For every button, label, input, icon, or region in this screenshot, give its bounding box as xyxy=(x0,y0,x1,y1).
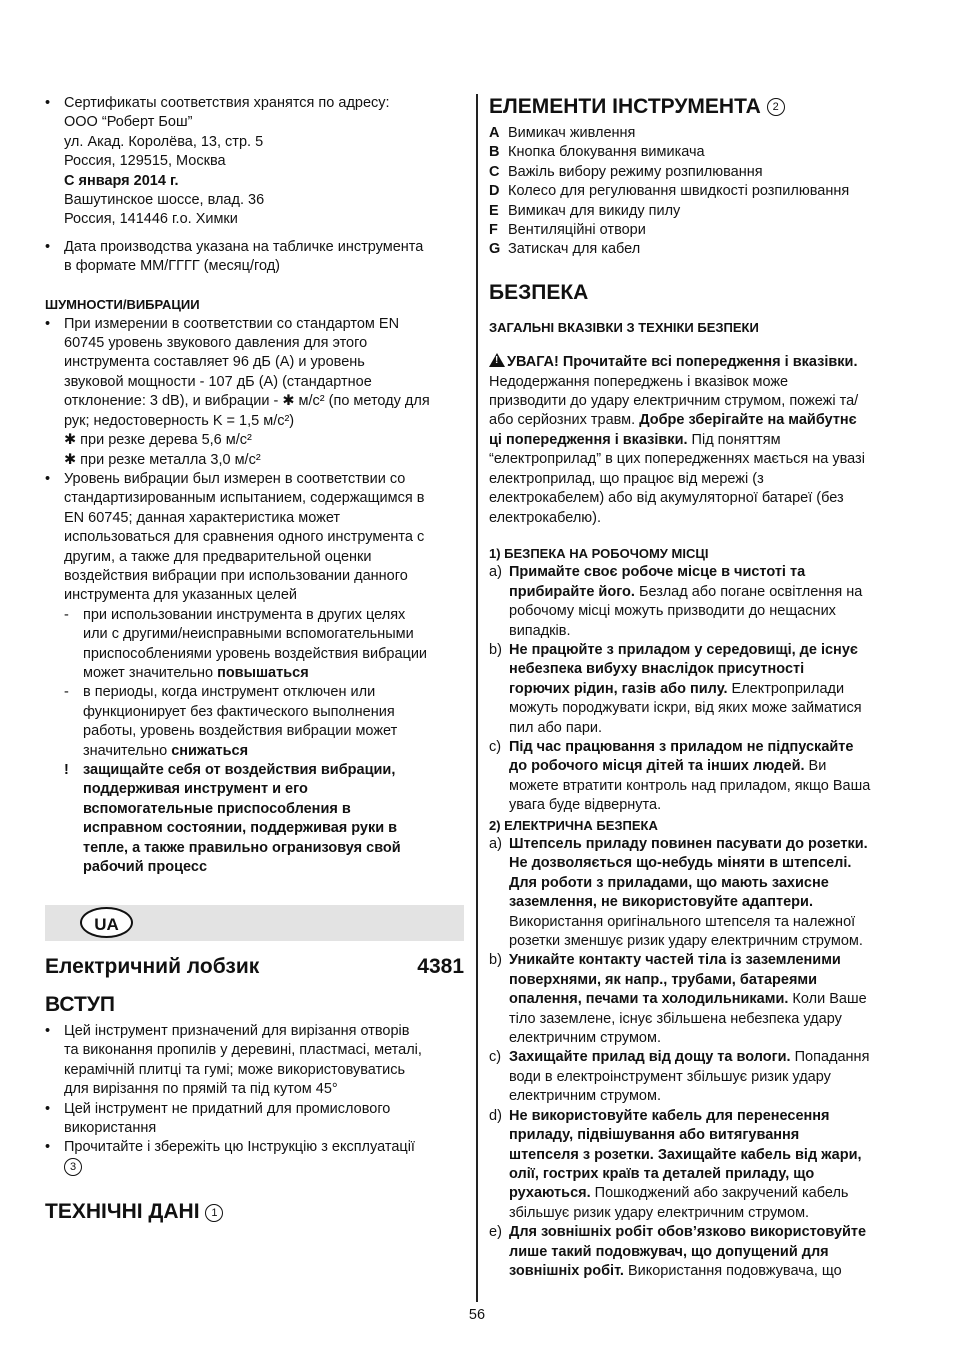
text-line: керамічній плитці та гумі; може використовуватись xyxy=(64,1061,406,1078)
text-line: призводити до удару електричним струмом, пожежі та/ xyxy=(489,393,859,410)
text-line xyxy=(509,1048,911,1067)
text-line: или с другими/неисправными вспомогательными xyxy=(83,626,414,643)
element-key: G xyxy=(489,241,501,258)
text-line xyxy=(509,680,911,699)
text-line: тепле, а также правильно огранизовуя свой xyxy=(83,839,401,856)
text-line: приладу, підвішування або витягування xyxy=(509,1127,800,1144)
text-line: можете втратити контроль над приладом, якщо Ваша xyxy=(509,777,871,794)
bold-run: повышаться xyxy=(217,664,309,681)
element-label: Важіль вибору режиму розпилювання xyxy=(508,163,763,180)
text-line xyxy=(489,431,911,450)
text-line: для вирізання по прямій та під кутом 45° xyxy=(64,1081,338,1098)
elements-heading-text: ЕЛЕМЕНТИ ІНСТРУМЕНТА xyxy=(489,95,761,118)
text-line: заземлення, не використовуйте адаптери. xyxy=(509,894,813,911)
element-label: Кнопка блокування вимикача xyxy=(508,144,705,161)
electric-heading: 2) ЕЛЕКТРИЧНА БЕЗПЕКА xyxy=(489,817,658,833)
text-line: використання xyxy=(64,1120,157,1137)
item-letter: b) xyxy=(489,641,502,658)
bold-run: до робочого місця дітей та інших людей. xyxy=(509,758,805,775)
item-letter: a) xyxy=(489,564,502,581)
certificate-bullet xyxy=(45,94,465,230)
text-line: Для зовнішніх робіт обов’язково використовуйте xyxy=(509,1224,867,1241)
dash-mark: - xyxy=(64,606,69,623)
intro-heading: ВСТУП xyxy=(45,993,115,1016)
text-line: випадків. xyxy=(509,622,571,639)
text-line xyxy=(509,990,911,1009)
text-line: Цей інструмент призначений для вирізання отворів xyxy=(64,1023,410,1039)
text-line: лише такий подовжувач, що допущений для xyxy=(509,1243,829,1260)
text-line: EN 60745; данная характеристика может xyxy=(64,509,341,526)
general-safety-heading: ЗАГАЛЬНІ ВКАЗІВКИ З ТЕХНІКИ БЕЗПЕКИ xyxy=(489,319,759,335)
element-label: Вентиляційні отвори xyxy=(508,222,646,239)
text-line: поддерживая инструмент и его xyxy=(83,781,308,798)
list-item xyxy=(489,240,911,259)
column-divider xyxy=(476,94,478,1302)
text-line: увага буде відвернута. xyxy=(509,797,662,814)
page-number: 56 xyxy=(468,1307,486,1323)
text-line: функционирует без фактического выполнения xyxy=(83,703,395,720)
vibration-warning-item xyxy=(45,761,465,877)
text-line: отклонение: 3 dB), и вибрации - ✱ м/с² (по методу для xyxy=(64,393,430,410)
text-line: води в електроінструмент збільшує ризик удару xyxy=(509,1068,831,1085)
text-line: Недодержання попереджень і вказівок може xyxy=(489,373,789,390)
element-key: E xyxy=(489,202,499,219)
text-run: Під поняттям xyxy=(687,431,781,448)
text-line: Сертификаты соответствия хранятся по адресу: xyxy=(64,95,390,111)
bullet-mark: • xyxy=(45,470,51,487)
text-run: Електроприлади xyxy=(727,680,845,697)
text-line: Уровень вибрации был измерен в соответствии со xyxy=(64,470,406,487)
text-line: Вашутинское шоссе, влад. 36 xyxy=(64,192,265,209)
text-line: ✱ при резке металла 3,0 м/с² xyxy=(64,451,261,468)
bold-run: ці попередження і вказівки. xyxy=(489,431,688,448)
language-badge: UA xyxy=(80,907,133,938)
text-line: поверхнями, як напр., трубами, батареями xyxy=(509,971,818,988)
exclamation-mark: ! xyxy=(64,762,69,778)
item-letter: c) xyxy=(489,738,502,755)
text-line: ул. Акад. Королёва, 13, стр. 5 xyxy=(64,133,264,150)
tech-heading-text: ТЕХНІЧНІ ДАНІ xyxy=(45,1200,200,1224)
safety-item xyxy=(489,563,911,641)
warning-triangle-icon xyxy=(489,353,505,367)
element-key: F xyxy=(489,222,498,239)
text-line: можуть породжувати іскри, від яких може займатися xyxy=(509,700,862,717)
text-line: електрокабелем) або від акумуляторної батареї (без xyxy=(489,490,844,507)
text-run: Використання подовжувача, що xyxy=(623,1262,842,1279)
bullet-mark: • xyxy=(45,238,51,255)
text-line: работы, уровень воздействия вибрации может xyxy=(83,723,398,740)
text-run: Безлад або погане освітлення на xyxy=(634,583,863,600)
text-line xyxy=(489,353,911,372)
text-line: Россия, 129515, Москва xyxy=(64,153,226,170)
text-line: инструмента составляет 96 дБ (А) и уровень xyxy=(64,354,365,371)
safety-item xyxy=(489,1107,911,1223)
bold-run: Захищайте прилад від дощу та вологи. xyxy=(509,1049,791,1066)
text-line: защищайте себя от воздействия вибрации, xyxy=(83,762,396,778)
bold-run: УВАГА! Прочитайте всі попередження і вказівки. xyxy=(507,354,858,371)
text-line xyxy=(509,1184,911,1203)
list-item xyxy=(489,221,911,240)
element-key: C xyxy=(489,163,500,180)
text-line: вспомогательные приспособления в xyxy=(83,800,351,817)
text-line: в формате ММ/ГГГГ (месяц/год) xyxy=(64,258,280,275)
text-line: збільшує ризик удару електричним струмом. xyxy=(509,1204,810,1221)
list-item xyxy=(489,124,911,143)
text-line: звуковой мощности - 107 дБ (А) (стандартное xyxy=(64,373,372,390)
element-label: Вимикач живлення xyxy=(508,125,636,141)
text-line: исправном состоянии, поддерживая руки в xyxy=(83,820,398,837)
text-line: 60745 уровень звукового давления для этого xyxy=(64,335,368,352)
text-run: значительно xyxy=(83,742,172,759)
bold-run: горючих рідин, газів або пилу. xyxy=(509,680,728,697)
text-line: ООО “Роберт Бош” xyxy=(64,114,193,131)
safety-item xyxy=(489,1048,911,1106)
text-line: небезпека вибуху внаслідок присутності xyxy=(509,661,805,678)
bullet-mark: • xyxy=(45,1100,51,1117)
text-line: другим, а также для предварительной оценки xyxy=(64,548,372,565)
product-title-row xyxy=(45,954,464,980)
text-line: Дата производства указана на табличке инструмента xyxy=(64,238,424,255)
right-column xyxy=(489,94,911,1281)
item-letter: e) xyxy=(489,1224,502,1241)
safety-heading: БЕЗПЕКА xyxy=(489,280,589,304)
text-line: електроприлад, що працює від мережі (з xyxy=(489,470,764,487)
text-run: Пошкоджений або закручений кабель xyxy=(590,1185,849,1202)
text-line: електрокабелю). xyxy=(489,509,602,526)
text-line xyxy=(489,411,911,430)
text-line: електричним струмом. xyxy=(509,1088,661,1105)
list-item xyxy=(489,143,911,162)
text-line: електричним струмом. xyxy=(509,1030,661,1047)
text-line xyxy=(83,664,465,683)
list-item xyxy=(489,202,911,221)
element-label: Колесо для регулювання швидкості розпилювання xyxy=(508,183,850,200)
figure-number: 3 xyxy=(64,1158,82,1176)
dash-mark: - xyxy=(64,684,69,701)
text-line: в периоды, когда инструмент отключен или xyxy=(83,684,376,701)
tech-heading xyxy=(45,1199,464,1225)
safety-item xyxy=(489,1223,911,1281)
text-line: тіло заземлене, існує збільшена небезпека удару xyxy=(509,1010,842,1027)
bullet-mark: • xyxy=(45,315,51,332)
list-item xyxy=(489,163,911,182)
text-line: приспособлениями уровень воздействия вибрации xyxy=(83,645,428,662)
text-line: Не працюйте з приладом у середовищі, де існує xyxy=(509,641,858,658)
safety-item xyxy=(489,951,911,1048)
bold-run: рухаються. xyxy=(509,1185,591,1202)
item-letter: d) xyxy=(489,1107,502,1124)
warning-paragraph xyxy=(489,353,911,528)
text-line: рабочий процесс xyxy=(83,859,208,876)
text-run: Ви xyxy=(804,758,827,775)
intro-item xyxy=(45,1138,464,1177)
element-key: A xyxy=(489,125,500,141)
text-line: Використання оригінального штепселя та належної xyxy=(509,913,856,930)
bullet-mark: • xyxy=(45,95,51,111)
bold-run: снижаться xyxy=(171,742,249,759)
text-line: штепселя з розетки. Захищайте кабель від жари, xyxy=(509,1146,862,1163)
safety-item xyxy=(489,641,911,738)
bold-run: опалення, печами та холодильниками. xyxy=(509,991,789,1008)
text-line: та виконання пропилів у деревині, пластмасі, металі, xyxy=(64,1042,422,1059)
bold-run: зовнішніх робіт. xyxy=(509,1262,624,1279)
text-line: при использовании инструмента в других целях xyxy=(83,606,406,623)
noise-heading: ШУМНОСТИ/ВИБРАЦИИ xyxy=(45,296,200,312)
figure-number: 1 xyxy=(205,1204,223,1222)
text-line: С января 2014 г. xyxy=(64,172,179,189)
left-column xyxy=(45,94,465,877)
figure-number: 2 xyxy=(767,98,785,116)
text-line: робочому місці можуть призводити до нещасних xyxy=(509,603,836,620)
text-line: Не використовуйте кабель для перенесення xyxy=(509,1107,830,1124)
intro-item xyxy=(45,1022,464,1100)
text-line: Для роботи з приладами, що мають захисне xyxy=(509,874,829,891)
text-line xyxy=(83,742,465,761)
text-line: Під час працювання з приладом не підпускайте xyxy=(509,738,854,755)
text-line: “електроприлад” в цих попередженнях мається на увазі xyxy=(489,451,865,468)
production-date-bullet xyxy=(45,238,465,277)
text-line: инструмента для указанных целей xyxy=(64,587,297,604)
text-line xyxy=(509,757,911,776)
text-line xyxy=(509,1262,911,1281)
left-column-lower xyxy=(45,954,464,1225)
text-line: ✱ при резке дерева 5,6 м/с² xyxy=(64,432,252,449)
text-line: воздействия вибрации при использовании данного xyxy=(64,567,408,584)
text-run: Коли Ваше xyxy=(788,991,867,1008)
text-line: При измерении в соответствии со стандартом EN xyxy=(64,315,400,332)
language-band xyxy=(45,905,464,941)
text-line: использоваться для сравнения одного инструмента с xyxy=(64,529,425,546)
text-line: Штепсель приладу повинен пасувати до розетки. xyxy=(509,836,868,852)
text-line xyxy=(509,583,911,602)
safety-item xyxy=(489,835,911,951)
text-run: Попадання xyxy=(790,1049,870,1066)
text-line: пил або пари. xyxy=(509,719,603,736)
vibration-sub-item xyxy=(45,606,465,684)
product-title: Електричний лобзик xyxy=(45,955,260,978)
item-letter: c) xyxy=(489,1049,502,1066)
text-line: Не дозволяється що-небудь міняти в штепселі. xyxy=(509,855,852,872)
safety-item xyxy=(489,738,911,816)
figure-ref xyxy=(64,1158,464,1177)
elements-list xyxy=(489,124,911,260)
product-model: 4381 xyxy=(417,955,464,978)
element-label: Затискач для кабел xyxy=(508,241,641,258)
text-run: может значительно xyxy=(83,664,218,681)
elements-heading xyxy=(489,94,911,120)
text-line: Цей інструмент не придатний для промислового xyxy=(64,1100,391,1117)
text-line: рук; недостоверность K = 1,5 м/с²) xyxy=(64,412,295,429)
list-item xyxy=(489,182,911,201)
text-line: Россия, 141446 г.о. Химки xyxy=(64,211,238,228)
text-run: або серйозних травм. xyxy=(489,412,640,429)
vibration-sub-item xyxy=(45,683,465,761)
text-line: стандартизированным испытанием, содержащимся в xyxy=(64,490,425,507)
bullet-mark: • xyxy=(45,1023,51,1039)
bold-run: Добре зберігайте на майбутнє xyxy=(639,412,857,429)
text-line: Уникайте контакту частей тіла із заземленими xyxy=(509,952,841,969)
vibration-bullet xyxy=(45,470,465,606)
text-line: Примайте своє робоче місце в чистоті та xyxy=(509,564,806,581)
item-letter: a) xyxy=(489,836,502,852)
bullet-mark: • xyxy=(45,1139,51,1156)
text-line: Прочитайте і збережіть цю Інструкцію з експлуатації xyxy=(64,1139,415,1156)
noise-bullet xyxy=(45,315,465,470)
text-line: олії, гострих країв та деталей приладу, що xyxy=(509,1165,815,1182)
element-key: B xyxy=(489,144,500,161)
text-line: розетки зменшує ризик удару електричним струмом. xyxy=(509,933,863,950)
bold-run: прибирайте його. xyxy=(509,583,635,600)
workplace-heading: 1) БЕЗПЕКА НА РОБОЧОМУ МІСЦІ xyxy=(489,545,709,561)
intro-item xyxy=(45,1100,464,1139)
element-key: D xyxy=(489,183,500,200)
element-label: Вимикач для викиду пилу xyxy=(508,202,681,219)
item-letter: b) xyxy=(489,952,502,969)
